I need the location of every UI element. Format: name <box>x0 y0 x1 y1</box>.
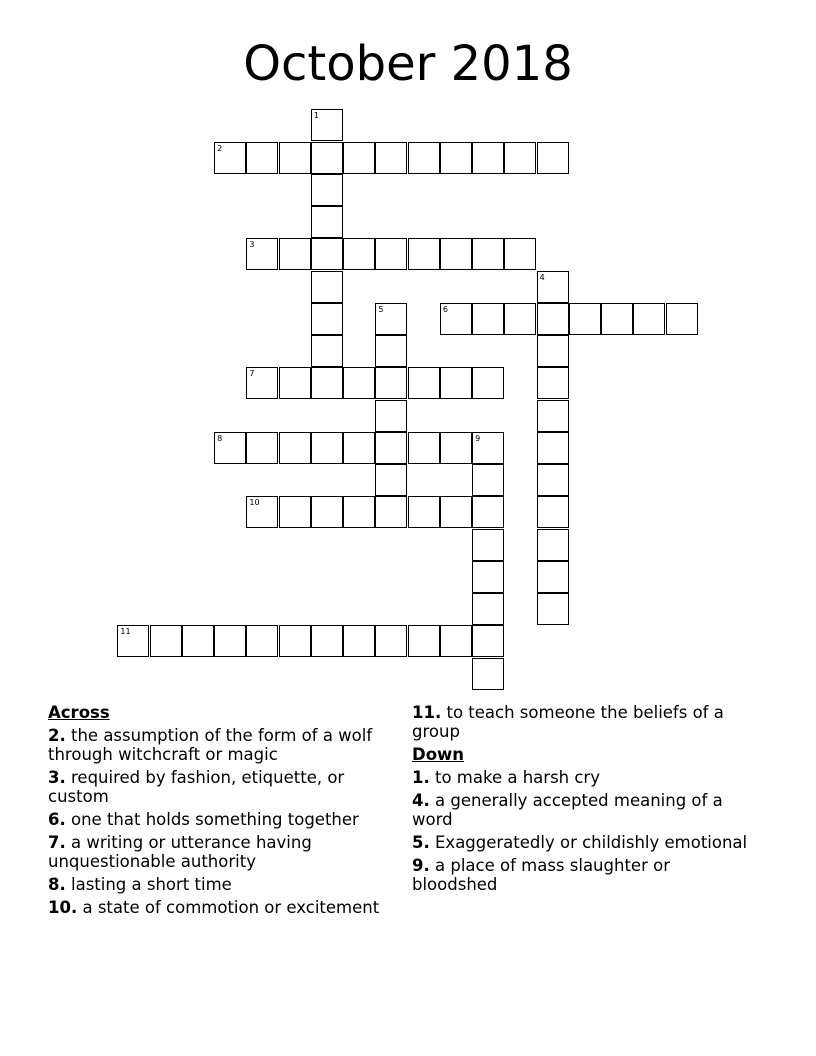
crossword-cell[interactable] <box>375 496 407 528</box>
crossword-cell[interactable] <box>279 496 311 528</box>
crossword-cell[interactable] <box>279 432 311 464</box>
crossword-cell[interactable] <box>279 142 311 174</box>
clue-number-label: 5 <box>378 304 384 314</box>
crossword-cell[interactable] <box>311 109 343 141</box>
crossword-cell[interactable] <box>472 432 504 464</box>
clue-number-label: 10 <box>249 498 260 508</box>
clue-number: 9. <box>412 856 430 875</box>
crossword-cell[interactable] <box>311 625 343 657</box>
crossword-cell[interactable] <box>408 432 440 464</box>
crossword-cell[interactable] <box>472 367 504 399</box>
crossword-cell[interactable] <box>440 432 472 464</box>
crossword-cell[interactable] <box>246 238 278 270</box>
crossword-cell[interactable] <box>537 496 569 528</box>
crossword-cell[interactable] <box>440 625 472 657</box>
clue-number-label: 11 <box>120 627 131 637</box>
clue-number: 7. <box>48 833 66 852</box>
crossword-cell[interactable] <box>504 142 536 174</box>
crossword-cell[interactable] <box>408 367 440 399</box>
crossword-cell[interactable] <box>343 367 375 399</box>
crossword-cell[interactable] <box>472 625 504 657</box>
crossword-cell[interactable] <box>214 625 246 657</box>
clue-down-9 <box>412 856 757 894</box>
clue-number-label: 7 <box>249 369 255 379</box>
clue-number: 5. <box>412 833 430 852</box>
crossword-cell[interactable] <box>246 142 278 174</box>
crossword-cell[interactable] <box>537 561 569 593</box>
crossword-cell[interactable] <box>472 303 504 335</box>
clue-number: 10. <box>48 898 78 917</box>
crossword-cell[interactable] <box>472 496 504 528</box>
crossword-cell[interactable] <box>537 367 569 399</box>
clue-number: 2. <box>48 726 66 745</box>
crossword-cell[interactable] <box>343 496 375 528</box>
clue-number-label: 6 <box>442 304 448 314</box>
crossword-cell[interactable] <box>472 593 504 625</box>
clue-number: 6. <box>48 810 66 829</box>
crossword-cell[interactable] <box>279 367 311 399</box>
crossword-cell[interactable] <box>246 496 278 528</box>
crossword-cell[interactable] <box>182 625 214 657</box>
clue-number: 1. <box>412 768 430 787</box>
crossword-cell[interactable] <box>311 367 343 399</box>
crossword-cell[interactable] <box>408 142 440 174</box>
crossword-cell[interactable] <box>472 464 504 496</box>
crossword-cell[interactable] <box>246 625 278 657</box>
clue-down-5 <box>412 833 757 852</box>
clue-text: to make a harsh cry <box>435 768 600 787</box>
clue-number-label: 8 <box>217 433 223 443</box>
crossword-cell[interactable] <box>472 529 504 561</box>
clue-text: a state of commotion or excitement <box>82 898 380 917</box>
crossword-cell[interactable] <box>408 496 440 528</box>
crossword-cell[interactable] <box>537 400 569 432</box>
clue-text: required by fashion, etiquette, or custom <box>48 768 345 806</box>
crossword-cell[interactable] <box>537 142 569 174</box>
clue-across-10 <box>48 898 393 917</box>
crossword-cell[interactable] <box>408 238 440 270</box>
crossword-cell[interactable] <box>311 335 343 367</box>
crossword-cell[interactable] <box>375 303 407 335</box>
clue-across-8 <box>48 875 393 894</box>
crossword-cell[interactable] <box>375 142 407 174</box>
down-heading: Down <box>412 745 465 764</box>
clue-number-label: 1 <box>313 111 319 121</box>
crossword-cell[interactable] <box>440 496 472 528</box>
clues-right-column <box>412 703 757 898</box>
crossword-cell[interactable] <box>472 658 504 690</box>
clue-text: the assumption of the form of a wolf through witchcraft or magic <box>48 726 373 764</box>
crossword-cell[interactable] <box>537 464 569 496</box>
crossword-cell[interactable] <box>311 238 343 270</box>
clue-down-1 <box>412 768 757 787</box>
crossword-cell[interactable] <box>666 303 698 335</box>
crossword-cell[interactable] <box>440 303 472 335</box>
crossword-cell[interactable] <box>214 432 246 464</box>
crossword-cell[interactable] <box>375 400 407 432</box>
crossword-cell[interactable] <box>311 496 343 528</box>
crossword-cell[interactable] <box>343 142 375 174</box>
crossword-cell[interactable] <box>601 303 633 335</box>
clue-across-2 <box>48 726 393 764</box>
clue-across-7 <box>48 833 393 871</box>
crossword-cell[interactable] <box>537 593 569 625</box>
crossword-cell[interactable] <box>246 367 278 399</box>
crossword-cell[interactable] <box>537 432 569 464</box>
crossword-cell[interactable] <box>569 303 601 335</box>
crossword-cell[interactable] <box>311 142 343 174</box>
crossword-cell[interactable] <box>537 529 569 561</box>
crossword-cell[interactable] <box>472 561 504 593</box>
crossword-cell[interactable] <box>150 625 182 657</box>
crossword-cell[interactable] <box>375 432 407 464</box>
crossword-cell[interactable] <box>440 367 472 399</box>
crossword-cell[interactable] <box>311 174 343 206</box>
crossword-cell[interactable] <box>472 142 504 174</box>
clues-left-column <box>48 703 393 921</box>
crossword-cell[interactable] <box>440 238 472 270</box>
clue-text: Exaggeratedly or childishly emotional <box>435 833 748 852</box>
crossword-cell[interactable] <box>279 625 311 657</box>
crossword-cell[interactable] <box>117 625 149 657</box>
clue-number-label: 9 <box>475 433 481 443</box>
crossword-cell[interactable] <box>537 335 569 367</box>
crossword-cell[interactable] <box>311 271 343 303</box>
clue-number: 3. <box>48 768 66 787</box>
crossword-cell[interactable] <box>375 625 407 657</box>
crossword-cell[interactable] <box>375 464 407 496</box>
crossword-cell[interactable] <box>472 238 504 270</box>
across-heading: Across <box>48 703 110 722</box>
clue-text: a place of mass slaughter or bloodshed <box>412 856 670 894</box>
clue-number: 11. <box>412 703 442 722</box>
crossword-cell[interactable] <box>279 238 311 270</box>
clue-text: lasting a short time <box>71 875 232 894</box>
crossword-cell[interactable] <box>343 625 375 657</box>
clue-text: a generally accepted meaning of a word <box>412 791 723 829</box>
clue-number: 4. <box>412 791 430 810</box>
crossword-cell[interactable] <box>440 142 472 174</box>
crossword-cell[interactable] <box>311 206 343 238</box>
crossword-cell[interactable] <box>537 271 569 303</box>
clue-number-label: 4 <box>539 272 545 282</box>
clue-text: to teach someone the beliefs of a group <box>412 703 724 741</box>
crossword-cell[interactable] <box>633 303 665 335</box>
clue-across-3 <box>48 768 393 806</box>
crossword-cell[interactable] <box>504 303 536 335</box>
clue-down-4 <box>412 791 757 829</box>
crossword-cell[interactable] <box>343 432 375 464</box>
crossword-cell[interactable] <box>375 367 407 399</box>
crossword-cell[interactable] <box>214 142 246 174</box>
crossword-cell[interactable] <box>375 335 407 367</box>
clue-text: a writing or utterance having unquestionable authority <box>48 833 312 871</box>
crossword-cell[interactable] <box>408 625 440 657</box>
clue-across-11 <box>412 703 757 741</box>
crossword-cell[interactable] <box>246 432 278 464</box>
page-title: October 2018 <box>243 36 573 92</box>
crossword-cell[interactable] <box>504 238 536 270</box>
clue-across-6 <box>48 810 393 829</box>
crossword-cell[interactable] <box>311 303 343 335</box>
clue-number-label: 2 <box>217 143 223 153</box>
clue-number: 8. <box>48 875 66 894</box>
clue-number-label: 3 <box>249 240 255 250</box>
crossword-cell[interactable] <box>375 238 407 270</box>
crossword-cell[interactable] <box>537 303 569 335</box>
clue-text: one that holds something together <box>71 810 359 829</box>
crossword-cell[interactable] <box>311 432 343 464</box>
crossword-cell[interactable] <box>343 238 375 270</box>
